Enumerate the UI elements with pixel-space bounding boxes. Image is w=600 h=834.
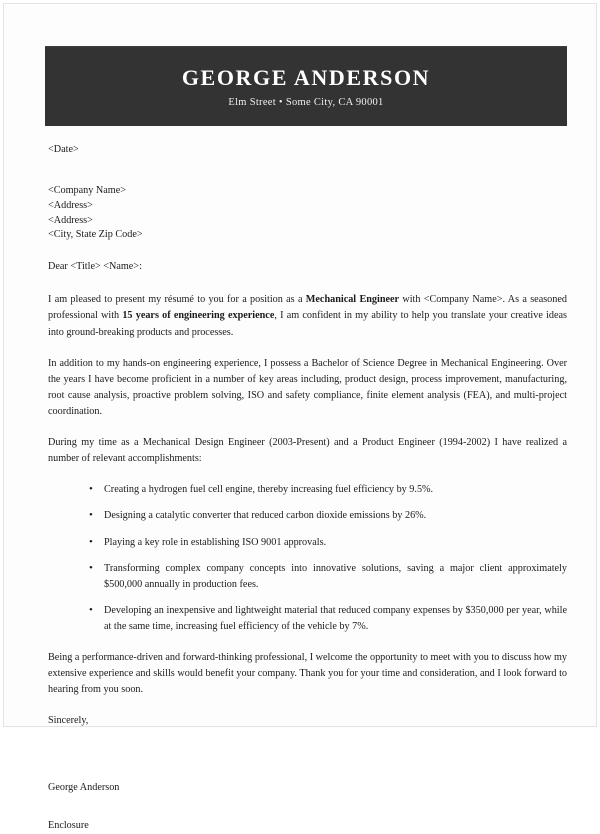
signature-name: George Anderson xyxy=(48,781,120,793)
letterhead-banner xyxy=(45,46,567,126)
list-item: • Playing a key role in establishing ISO 9001 approvals. xyxy=(89,535,567,551)
list-item: • Transforming complex company concepts into innovative solutions, saving a major client approximately $500,000 annually in production fees. xyxy=(89,561,567,593)
enclosure-note: Enclosure xyxy=(48,819,89,831)
accomplishments-list xyxy=(48,482,567,635)
experience-emphasis: 15 years of engineering experience xyxy=(122,310,275,322)
salutation: Dear <Title> <Name>: xyxy=(48,261,142,273)
recipient-address-block xyxy=(48,184,567,243)
recipient-city-state-zip: <City, State Zip Code> xyxy=(48,229,143,241)
recipient-address-2: <Address> xyxy=(48,214,93,226)
paragraph-intro xyxy=(48,292,567,340)
letterhead-name: GEORGE ANDERSON xyxy=(181,65,431,91)
recipient-address-1: <Address> xyxy=(48,199,93,211)
paragraph-intro-part1: I am pleased to present my résumé to you for a position as a xyxy=(48,294,306,306)
recipient-company: <Company Name> xyxy=(48,185,126,197)
paragraph-experience: During my time as a Mechanical Design Engineer (2003-Present) and a Product Engineer (1994-2002) I have realized a number of relevant accomplishments: xyxy=(48,437,567,465)
paragraph-education: In addition to my hands-on engineering experience, I possess a Bachelor of Science Degree in Mechanical Engineering. Over the years I have become proficient in a number of key areas including, product design, process improvement, manufacturing, root cause analysis, proactive problem solving, ISO and safety compliance, finite element analysis (FEA), and multi-project coordination. xyxy=(48,357,567,417)
list-item: • Designing a catalytic converter that reduced carbon dioxide emissions by 26%. xyxy=(89,508,567,524)
date-line: <Date> xyxy=(48,144,79,155)
closing-salutation: Sincerely, xyxy=(48,715,89,727)
paragraph-closing: Being a performance-driven and forward-thinking professional, I welcome the opportunity to meet with you to discuss how my extensive experience and skills would benefit your company. Thank you for your time and consideration, and I look forward to hearing from you soon. xyxy=(48,652,567,696)
list-item: • Developing an inexpensive and lightweight material that reduced company expenses by $350,000 per year, while at the same time, increasing fuel efficiency of the vehicle by 7%. xyxy=(89,603,567,635)
letterhead-contact: Elm Street • Some City, CA 90001 xyxy=(228,96,384,108)
list-item: • Creating a hydrogen fuel cell engine, thereby increasing fuel efficiency by 9.5%. xyxy=(89,482,567,498)
paragraph-intro-part2: with <Company Name>. As a seasoned professional with xyxy=(48,294,567,322)
paragraph-intro-part3: , I am confident in my ability to help you translate your creative ideas into ground-breaking products and processes. xyxy=(48,310,567,338)
job-title-emphasis: Mechanical Engineer xyxy=(305,294,400,306)
document-page xyxy=(3,3,597,831)
